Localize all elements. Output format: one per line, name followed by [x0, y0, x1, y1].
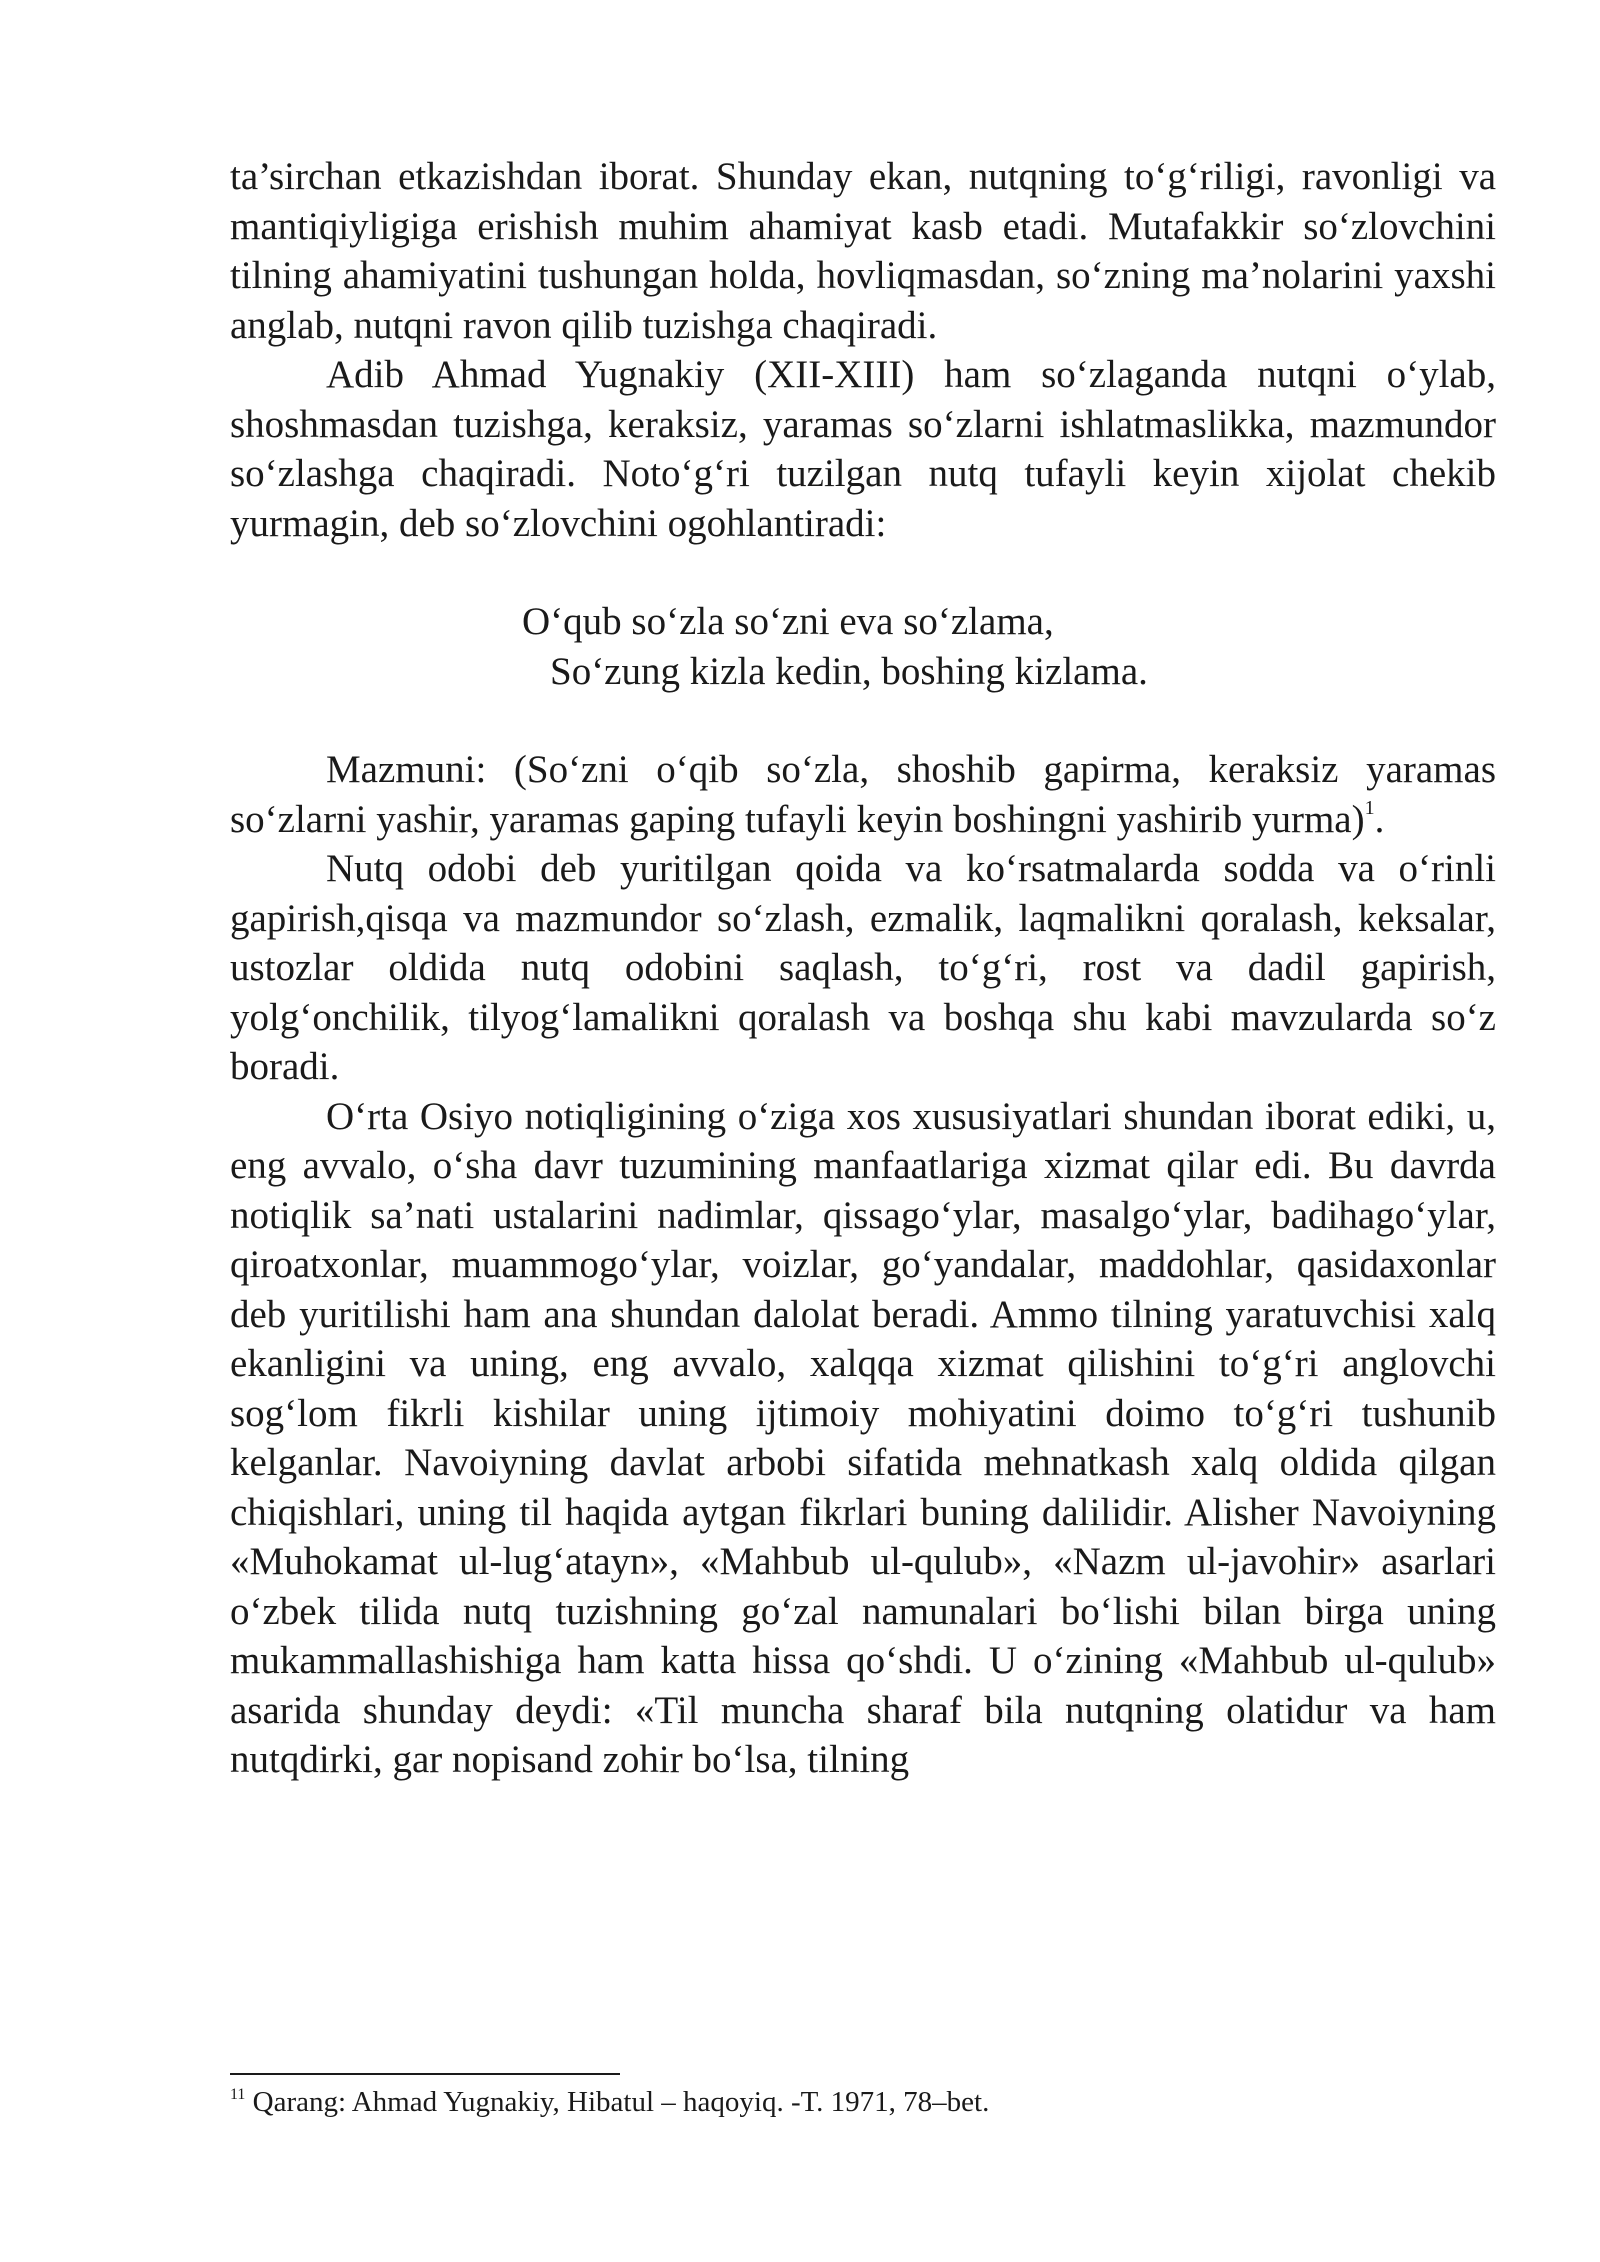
poem-quote — [230, 597, 1496, 696]
footnote-reference[interactable]: 1 — [1364, 796, 1375, 819]
footnote-text: Qarang: Ahmad Yugnakiy, Hibatul – haqoyiq. -T. 1971, 78–bet. — [245, 2086, 990, 2118]
footnote-marker: 11 — [230, 2086, 246, 2103]
paragraph-orta-osiyo: O‘rta Osiyo notiqligining o‘ziga xos xususiyatlari shundan iborat ediki, u, eng avvalo, o‘sha davr tuzumining manfaatlariga xizmat qilar edi. Bu davrda notiqlik sa’nati ustalarini nadimlar, qissago‘ylar, masalgo‘ylar, badihago‘ylar, qiroatxonlar, muammogo‘ylar, voizlar, go‘yandalar, maddohlar, qasidaxonlar deb yuritilishi ham ana shundan dalolat beradi. Ammo tilning yaratuvchisi xalq ekanligini va uning, eng avvalo, xalqqa xizmat qilishini to‘g‘ri anglovchi sog‘lom fikrli kishilar uning ijtimoiy mohiyatini doimo to‘g‘ri tushunib kelganlar. Navoiyning davlat arbobi sifatida mehnatkash xalq oldida qilgan chiqishlari, uning til haqida aytgan fikrlari buning dalilidir. Alisher Navoiyning «Muhokamat ul-lug‘atayn», «Mahbub ul-qulub», «Nazm ul-javohir» asarlari o‘zbek tilida nutq tuzishning go‘zal namunalari bo‘lishi bilan birga uning mukammallashishiga ham katta hissa qo‘shdi. U o‘zining «Mahbub ul-qulub» asarida shunday deydi: «Til muncha sharaf bila nutqning olatidur va ham nutqdirki, gar nopisand zohir bo‘lsa, tilning — [230, 1094, 1496, 1781]
poem-line-1: O‘qub so‘zla so‘zni eva so‘zlama, — [522, 600, 1054, 643]
body-text — [230, 152, 1496, 1785]
footnote — [230, 2082, 1496, 2122]
paragraph-mazmuni — [230, 745, 1496, 844]
mazmuni-text: Mazmuni: (So‘zni o‘qib so‘zla, shoshib gapirma, keraksiz yaramas so‘zlarni yashir, yaramas gaping tufayli keyin boshingni yashirib yurma) — [230, 748, 1496, 841]
paragraph-continuation: ta’sirchan etkazishdan iborat. Shunday ekan, nutqning to‘g‘riligi, ravonligi va mantiqiyligiga erishish muhim ahamiyat kasb etadi. Mutafakkir so‘zlovchini tilning ahamiyatini tushungan holda, hovliqmasdan, so‘zning ma’nolarini yaxshi anglab, nutqni ravon qilib tuzishga chaqiradi. — [230, 155, 1496, 347]
paragraph-yugnakiy: Adib Ahmad Yugnakiy (XII-XIII) ham so‘zlaganda nutqni o‘ylab, shoshmasdan tuzishga, keraksiz, yaramas so‘zlarni ishlatmaslikka, mazmundor so‘zlashga chaqiradi. Noto‘g‘ri tuzilgan nutq tufayli keyin xijolat chekib yurmagin, deb so‘zlovchini ogohlantiradi: — [230, 353, 1496, 545]
poem-line-2: So‘zung kizla kedin, boshing kizlama. — [550, 649, 1148, 693]
footnote-divider — [230, 2073, 620, 2075]
paragraph-nutq-odobi: Nutq odobi deb yuritilgan qoida va ko‘rsatmalarda sodda va o‘rinli gapirish,qisqa va mazmundor so‘zlash, ezmalik, laqmalikni qoralash, keksalar, ustozlar oldida nutq odobini saqlash, to‘g‘ri, rost va dadil gapirish, yolg‘onchilik, tilyog‘lamalikni qoralash va boshqa shu kabi mavzularda so‘z boradi. — [230, 847, 1496, 1088]
mazmuni-period: . — [1374, 797, 1385, 841]
